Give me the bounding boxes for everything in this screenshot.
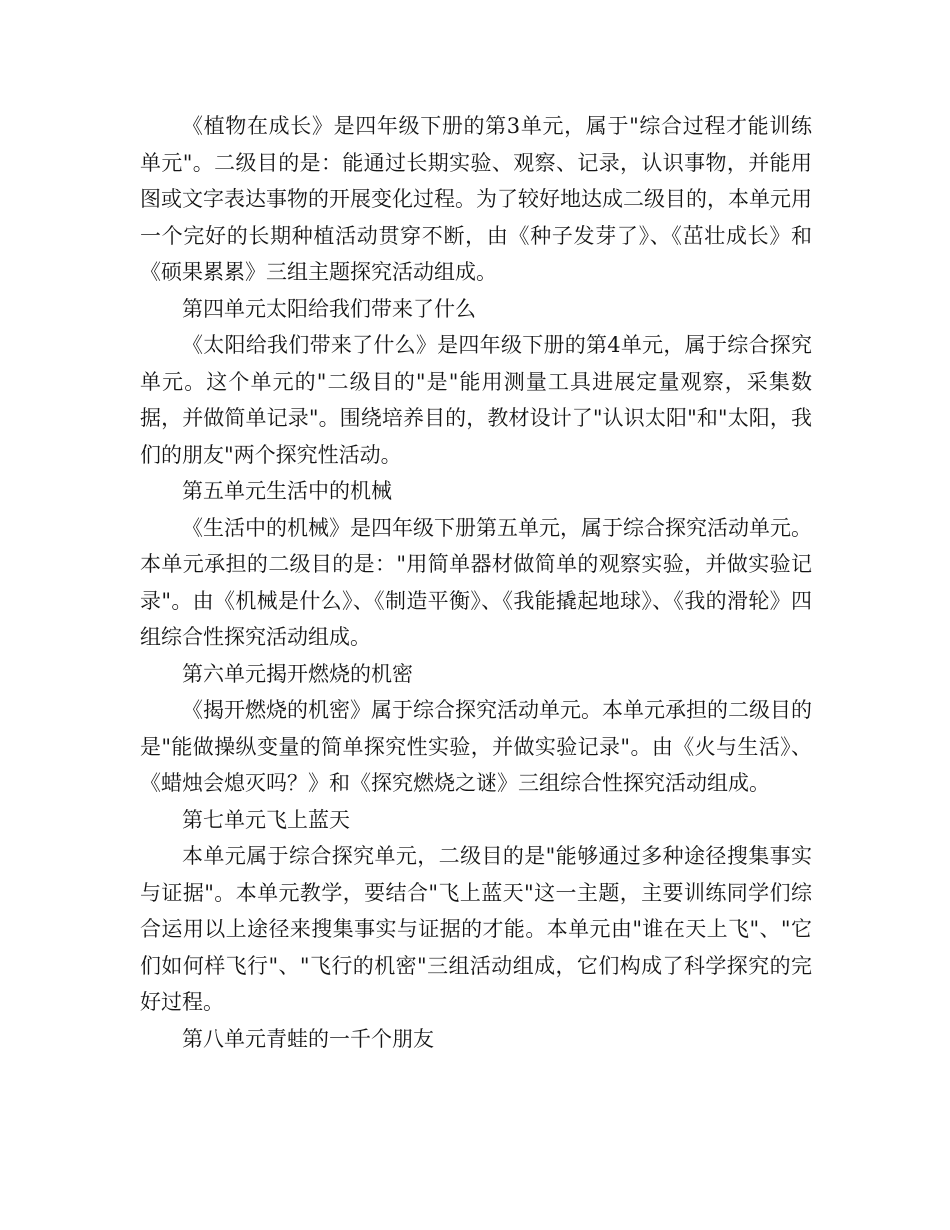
document-page bbox=[140, 108, 812, 1057]
paragraph-unit3-body: 《植物在成长》是四年级下册的第3单元，属于"综合过程才能训练单元"。二级目的是：能通过长期实验、观察、记录，认识事物，并能用图或文字表达事物的开展变化过程。为了较好地达成二级目的，本单元用一个完好的长期种植活动贯穿不断，由《种子发芽了》、《茁壮成长》和《硕果累累》三组主题探究活动组成。 bbox=[140, 114, 812, 284]
heading-unit5: 第五单元生活中的机械 bbox=[182, 479, 392, 503]
heading-unit4: 第四单元太阳给我们带来了什么 bbox=[182, 296, 476, 321]
heading-unit6: 第六单元揭开燃烧的机密 bbox=[182, 661, 413, 686]
paragraph-unit6-body: 《揭开燃烧的机密》属于综合探究活动单元。本单元承担的二级目的是"能做操纵变量的简单探究性实验，并做实验记录"。由《火与生活》、《蜡烛会熄灭吗？》和《探究燃烧之谜》三组综合性探究活动组成。 bbox=[140, 698, 812, 795]
paragraph-unit5-body: 《生活中的机械》是四年级下册第五单元，属于综合探究活动单元。本单元承担的二级目的是："用简单器材做简单的观察实验，并做实验记录"。由《机械是什么》、《制造平衡》、《我能撬起地球》、《我的滑轮》四组综合性探究活动组成。 bbox=[140, 515, 812, 649]
paragraph-unit7-body: 本单元属于综合探究单元，二级目的是"能够通过多种途径搜集事实与证据"。本单元教学，要结合"飞上蓝天"这一主题，主要训练同学们综合运用以上途径来搜集事实与证据的才能。本单元由"谁在天上飞"、"它们如何样飞行"、"飞行的机密"三组活动组成，它们构成了科学探究的完好过程。 bbox=[140, 844, 812, 1014]
heading-unit7: 第七单元飞上蓝天 bbox=[182, 807, 350, 832]
heading-unit8: 第八单元青蛙的一千个朋友 bbox=[182, 1026, 434, 1051]
paragraph-unit4-body: 《太阳给我们带来了什么》是四年级下册的第4单元，属于综合探究单元。这个单元的"二级目的"是"能用测量工具进展定量观察，采集数据，并做简单记录"。围绕培养目的，教材设计了"认识太阳"和"太阳，我们的朋友"两个探究性活动。 bbox=[140, 333, 812, 467]
